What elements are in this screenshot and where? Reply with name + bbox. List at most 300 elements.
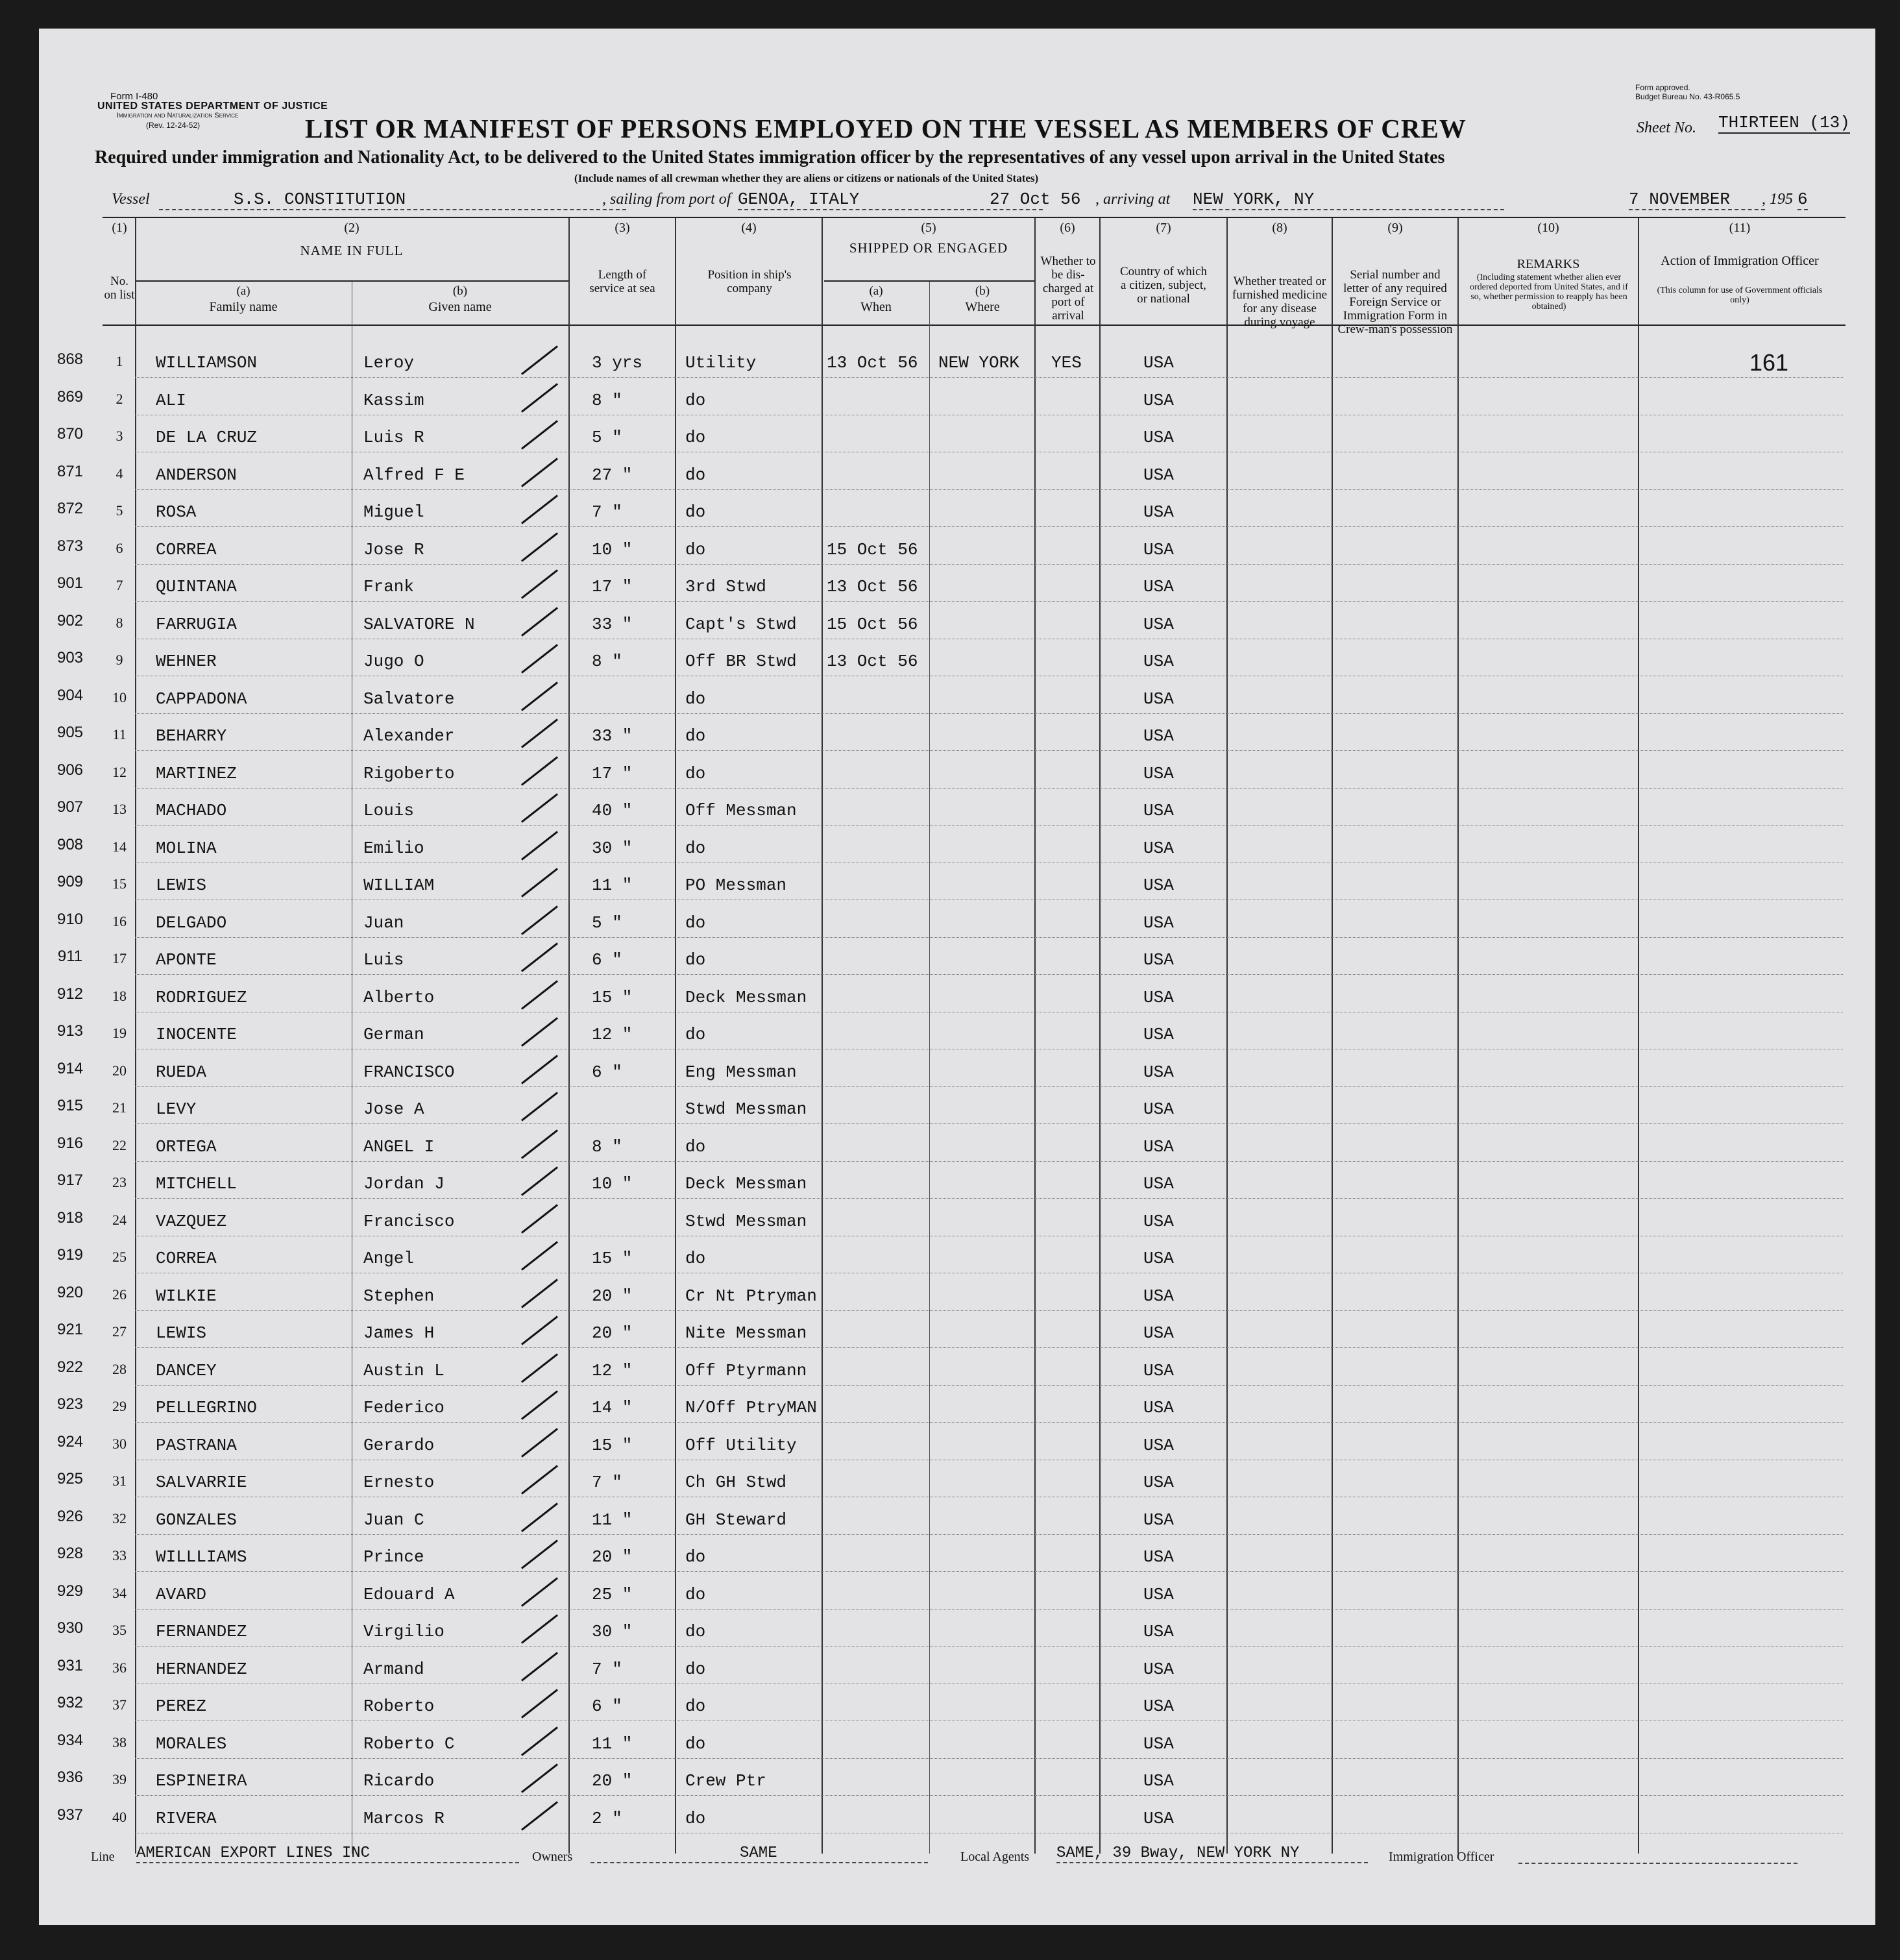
service-length: 15 " xyxy=(592,1249,633,1268)
page-subtitle: Required under immigration and Nationality Act, to be delivered to the United States immigration officer by the representatives of any vessel upon arrival in the United States xyxy=(95,147,1445,167)
position: do xyxy=(685,465,706,485)
family-name: VAZQUEZ xyxy=(156,1211,227,1231)
country: USA xyxy=(1143,950,1174,970)
row-line xyxy=(135,1384,1843,1386)
row-stamp-number: 909 xyxy=(56,873,84,890)
row-stamp-number: 868 xyxy=(56,350,84,368)
given-name: Ricardo xyxy=(363,1771,435,1791)
check-mark xyxy=(521,383,558,412)
sailing-port: GENOA, ITALY xyxy=(738,190,1043,210)
col-2b-header: Given name xyxy=(428,300,492,314)
service-length: 11 " xyxy=(592,1510,633,1530)
row-line xyxy=(135,1123,1843,1124)
row-number: 4 xyxy=(116,465,123,482)
position: do xyxy=(685,1136,706,1157)
row-number: 32 xyxy=(112,1510,127,1526)
given-name: Louis xyxy=(363,801,415,820)
check-mark xyxy=(521,1614,558,1643)
row-line xyxy=(135,563,1843,565)
line-value: AMERICAN EXPORT LINES INC xyxy=(136,1844,519,1863)
position: do xyxy=(685,428,706,447)
family-name: BEHARRY xyxy=(156,726,227,746)
family-name: INOCENTE xyxy=(156,1025,237,1044)
row-line xyxy=(135,937,1843,938)
given-name: Luis R xyxy=(363,428,424,447)
row-line xyxy=(135,1832,1843,1833)
given-name: Leroy xyxy=(363,353,415,373)
service-length: 3 yrs xyxy=(592,353,643,373)
service-length: 20 " xyxy=(592,1771,633,1791)
check-mark xyxy=(521,644,558,673)
country: USA xyxy=(1143,726,1174,746)
col-2b-number: (b) xyxy=(452,284,468,298)
shipped-where: NEW YORK xyxy=(938,353,1019,373)
given-name: Ernesto xyxy=(363,1473,435,1492)
country: USA xyxy=(1143,614,1174,634)
row-line xyxy=(135,1683,1843,1684)
check-mark xyxy=(521,420,558,449)
check-mark xyxy=(521,1652,558,1681)
row-number: 8 xyxy=(116,614,123,631)
row-line xyxy=(135,862,1843,863)
given-name: Jugo O xyxy=(363,652,424,671)
given-name: Francisco xyxy=(363,1211,455,1231)
family-name: FERNANDEZ xyxy=(156,1622,247,1641)
position: do xyxy=(685,1584,706,1604)
country: USA xyxy=(1143,577,1174,596)
row-number: 37 xyxy=(112,1697,127,1713)
check-mark xyxy=(521,793,558,822)
row-line xyxy=(135,376,1843,378)
country: USA xyxy=(1143,1473,1174,1492)
given-name: WILLIAM xyxy=(363,876,435,895)
row-number: 12 xyxy=(112,763,127,780)
service-length: 6 " xyxy=(592,950,622,970)
country: USA xyxy=(1143,1622,1174,1641)
given-name: Prince xyxy=(363,1547,424,1567)
given-name: Jordan J xyxy=(363,1174,445,1194)
col-11-header: Action of Immigration Officer xyxy=(1661,254,1819,268)
form-approved: Form approved. xyxy=(1635,83,1690,92)
given-name: Frank xyxy=(363,577,415,596)
given-name: Marcos R xyxy=(363,1808,445,1828)
position: Stwd Messman xyxy=(685,1099,807,1119)
position: Capt's Stwd xyxy=(685,614,797,634)
col-8-header: Whether treated or furnished medicine for any disease during voyage xyxy=(1232,275,1328,329)
service-length: 14 " xyxy=(592,1398,633,1417)
officer-signature-line xyxy=(1518,1861,1797,1864)
given-name: Federico xyxy=(363,1398,445,1417)
family-name: QUINTANA xyxy=(156,577,237,596)
sheet-number: THIRTEEN (13) xyxy=(1718,113,1850,132)
family-name: ALI xyxy=(156,390,186,410)
row-line xyxy=(135,414,1843,415)
row-line xyxy=(135,1086,1843,1087)
row-number: 22 xyxy=(112,1136,127,1153)
row-line xyxy=(135,750,1843,751)
row-stamp-number: 929 xyxy=(56,1582,84,1600)
position: do xyxy=(685,950,706,970)
position: do xyxy=(685,1808,706,1828)
family-name: GONZALES xyxy=(156,1510,237,1530)
position: Deck Messman xyxy=(685,987,807,1007)
position: do xyxy=(685,726,706,746)
row-line xyxy=(135,1011,1843,1012)
given-name: Salvatore xyxy=(363,689,455,709)
country: USA xyxy=(1143,801,1174,820)
row-number: 28 xyxy=(112,1360,127,1377)
check-mark xyxy=(521,1539,558,1569)
row-number: 15 xyxy=(112,876,127,892)
position: Off BR Stwd xyxy=(685,652,797,671)
row-line xyxy=(135,1459,1843,1460)
row-line xyxy=(135,451,1843,452)
row-line xyxy=(135,1048,1843,1049)
given-name: Edouard A xyxy=(363,1584,455,1604)
country: USA xyxy=(1143,465,1174,485)
row-line xyxy=(135,1608,1843,1610)
row-line xyxy=(135,1645,1843,1647)
row-line xyxy=(135,1347,1843,1348)
row-stamp-number: 930 xyxy=(56,1619,84,1637)
service-length: 17 " xyxy=(592,577,633,596)
vessel-name: S.S. CONSTITUTION xyxy=(159,190,626,210)
row-line xyxy=(135,1496,1843,1497)
row-number: 18 xyxy=(112,987,127,1004)
check-mark xyxy=(521,1241,558,1270)
row-stamp-number: 919 xyxy=(56,1246,84,1264)
service-length: 11 " xyxy=(592,1733,633,1754)
family-name: APONTE xyxy=(156,950,217,970)
row-number: 17 xyxy=(112,950,127,966)
row-number: 36 xyxy=(112,1659,127,1676)
check-mark xyxy=(521,1316,558,1345)
country: USA xyxy=(1143,1323,1174,1343)
row-stamp-number: 918 xyxy=(56,1208,84,1227)
check-mark xyxy=(521,1017,558,1046)
officer-label: Immigration Officer xyxy=(1389,1850,1494,1864)
sheet-label: Sheet No. xyxy=(1637,119,1696,136)
col-3-number: (3) xyxy=(615,221,630,235)
country: USA xyxy=(1143,1510,1174,1530)
position: do xyxy=(685,1025,706,1044)
position: do xyxy=(685,502,706,522)
row-number: 21 xyxy=(112,1099,127,1116)
country: USA xyxy=(1143,1249,1174,1268)
position: do xyxy=(685,1249,706,1268)
position: 3rd Stwd xyxy=(685,577,766,596)
position: GH Steward xyxy=(685,1510,787,1530)
row-stamp-number: 870 xyxy=(56,425,84,443)
row-stamp-number: 906 xyxy=(56,761,84,779)
check-mark xyxy=(521,1279,558,1308)
row-line xyxy=(135,824,1843,826)
family-name: AVARD xyxy=(156,1584,207,1604)
position: Off Ptyrmann xyxy=(685,1360,807,1380)
check-mark xyxy=(521,718,558,748)
check-mark xyxy=(521,1577,558,1606)
given-name: Angel xyxy=(363,1249,415,1268)
family-name: MACHADO xyxy=(156,801,227,820)
col-1-header: No. on list xyxy=(104,275,135,302)
position: do xyxy=(685,1697,706,1716)
position: do xyxy=(685,689,706,709)
family-name: DELGADO xyxy=(156,913,227,933)
row-number: 9 xyxy=(116,652,123,668)
row-stamp-number: 916 xyxy=(56,1134,84,1152)
row-line xyxy=(135,1235,1843,1236)
given-name: Juan xyxy=(363,913,404,933)
country: USA xyxy=(1143,652,1174,671)
given-name: Kassim xyxy=(363,390,424,410)
row-number: 30 xyxy=(112,1435,127,1452)
service-length: 15 " xyxy=(592,987,633,1007)
country: USA xyxy=(1143,838,1174,858)
check-mark xyxy=(521,1204,558,1233)
col-1-number: (1) xyxy=(112,221,127,235)
given-name: Alexander xyxy=(363,726,455,746)
given-name: Roberto xyxy=(363,1697,435,1716)
row-number: 24 xyxy=(112,1211,127,1228)
row-stamp-number: 872 xyxy=(56,500,84,517)
family-name: RUEDA xyxy=(156,1062,207,1082)
row-line xyxy=(135,1197,1843,1199)
row-line xyxy=(135,1272,1843,1273)
service-length: 6 " xyxy=(592,1697,622,1716)
arrival-date: 7 NOVEMBER xyxy=(1629,190,1765,210)
country: USA xyxy=(1143,390,1174,410)
position: Crew Ptr xyxy=(685,1771,766,1791)
country: USA xyxy=(1143,502,1174,522)
col-4-header: Position in ship's company xyxy=(707,268,792,295)
row-stamp-number: 910 xyxy=(56,910,84,928)
check-mark xyxy=(521,532,558,561)
row-stamp-number: 869 xyxy=(56,387,84,406)
agents-label: Local Agents xyxy=(960,1850,1030,1864)
check-mark xyxy=(521,1689,558,1718)
service-length: 33 " xyxy=(592,726,633,746)
row-stamp-number: 903 xyxy=(56,649,84,667)
service-length: 8 " xyxy=(592,1136,622,1157)
year-prefix: , 195 xyxy=(1762,191,1793,208)
check-mark xyxy=(521,1428,558,1457)
service-length: 25 " xyxy=(592,1584,633,1604)
col-10-number: (10) xyxy=(1537,221,1559,235)
position: PO Messman xyxy=(685,876,787,895)
country: USA xyxy=(1143,1547,1174,1567)
country: USA xyxy=(1143,353,1174,373)
row-stamp-number: 924 xyxy=(56,1432,84,1451)
row-line xyxy=(135,600,1843,602)
year-digit: 6 xyxy=(1797,190,1808,209)
country: USA xyxy=(1143,689,1174,709)
family-name: WEHNER xyxy=(156,652,217,671)
row-number: 23 xyxy=(112,1174,127,1190)
shipped-when: 13 Oct 56 xyxy=(827,353,918,373)
family-name: ORTEGA xyxy=(156,1136,217,1157)
service-length: 20 " xyxy=(592,1323,633,1343)
family-name: CORREA xyxy=(156,539,217,559)
line-label: Line xyxy=(91,1850,115,1864)
position: Stwd Messman xyxy=(685,1211,807,1231)
family-name: DE LA CRUZ xyxy=(156,428,258,447)
check-mark xyxy=(521,1763,558,1793)
family-name: LEWIS xyxy=(156,876,207,895)
col-2a-number: (a) xyxy=(236,284,250,298)
position: do xyxy=(685,1622,706,1641)
col-4-number: (4) xyxy=(741,221,757,235)
row-number: 39 xyxy=(112,1771,127,1787)
country: USA xyxy=(1143,1808,1174,1828)
check-mark xyxy=(521,831,558,860)
row-number: 20 xyxy=(112,1062,127,1079)
row-number: 38 xyxy=(112,1733,127,1750)
position: Cr Nt Ptryman xyxy=(685,1286,817,1306)
row-number: 6 xyxy=(116,539,123,556)
family-name: WILKIE xyxy=(156,1286,217,1306)
col-2-number: (2) xyxy=(344,221,359,235)
owners-value: SAME xyxy=(591,1844,928,1863)
position: Off Messman xyxy=(685,801,797,820)
service-length: 12 " xyxy=(592,1025,633,1044)
row-line xyxy=(135,899,1843,900)
family-name: MITCHELL xyxy=(156,1174,237,1194)
check-mark xyxy=(521,1465,558,1494)
row-stamp-number: 871 xyxy=(56,462,84,480)
col-6-number: (6) xyxy=(1060,221,1075,235)
country: USA xyxy=(1143,1584,1174,1604)
col-7-number: (7) xyxy=(1156,221,1171,235)
position: Deck Messman xyxy=(685,1174,807,1194)
given-name: James H xyxy=(363,1323,435,1343)
service-length: 20 " xyxy=(592,1547,633,1567)
country: USA xyxy=(1143,428,1174,447)
family-name: WILLIAMSON xyxy=(156,353,258,373)
service-length: 27 " xyxy=(592,465,633,485)
position: do xyxy=(685,1659,706,1679)
service-length: 7 " xyxy=(592,502,622,522)
shipped-when: 13 Oct 56 xyxy=(827,577,918,596)
service-length: 17 " xyxy=(592,763,633,783)
family-name: LEWIS xyxy=(156,1323,207,1343)
col-5b-number: (b) xyxy=(975,284,990,298)
country: USA xyxy=(1143,913,1174,933)
row-stamp-number: 914 xyxy=(56,1059,84,1077)
check-mark xyxy=(521,1390,558,1419)
row-stamp-number: 921 xyxy=(56,1321,84,1338)
service-length: 5 " xyxy=(592,428,622,447)
check-mark xyxy=(521,942,558,972)
given-name: Jose R xyxy=(363,539,424,559)
shipped-when: 15 Oct 56 xyxy=(827,614,918,634)
position: Nite Messman xyxy=(685,1323,807,1343)
row-line xyxy=(135,1571,1843,1572)
position: do xyxy=(685,838,706,858)
row-stamp-number: 925 xyxy=(56,1470,84,1488)
position: Eng Messman xyxy=(685,1062,797,1082)
row-stamp-number: 901 xyxy=(56,574,84,592)
check-mark xyxy=(521,458,558,487)
service-length: 8 " xyxy=(592,652,622,671)
check-mark xyxy=(521,607,558,636)
position: do xyxy=(685,1733,706,1754)
family-name: RIVERA xyxy=(156,1808,217,1828)
row-number: 7 xyxy=(116,577,123,593)
family-name: DANCEY xyxy=(156,1360,217,1380)
position: Off Utility xyxy=(685,1435,797,1455)
country: USA xyxy=(1143,1286,1174,1306)
service-length: 5 " xyxy=(592,913,622,933)
given-name: Juan C xyxy=(363,1510,424,1530)
col-2a-header: Family name xyxy=(209,300,278,314)
col-5a-number: (a) xyxy=(869,284,883,298)
country: USA xyxy=(1143,1136,1174,1157)
given-name: Alfred F E xyxy=(363,465,465,485)
col-2-header: NAME IN FULL xyxy=(300,243,404,258)
family-name: CAPPADONA xyxy=(156,689,247,709)
row-stamp-number: 908 xyxy=(56,835,84,853)
given-name: German xyxy=(363,1025,424,1044)
given-name: Stephen xyxy=(363,1286,435,1306)
row-stamp-number: 932 xyxy=(56,1694,84,1711)
check-mark xyxy=(521,345,558,374)
discharged: YES xyxy=(1051,353,1082,373)
sailing-label: , sailing from port of xyxy=(602,191,731,208)
position: Ch GH Stwd xyxy=(685,1473,787,1492)
family-name: RODRIGUEZ xyxy=(156,987,247,1007)
check-mark xyxy=(521,1801,558,1830)
country: USA xyxy=(1143,1771,1174,1791)
row-stamp-number: 934 xyxy=(56,1731,84,1749)
row-stamp-number: 937 xyxy=(56,1806,84,1824)
row-number: 35 xyxy=(112,1622,127,1638)
row-number: 14 xyxy=(112,838,127,855)
page-note: (Include names of all crewman whether they are aliens or citizens or nationals of the United States) xyxy=(574,172,1039,184)
revision: (Rev. 12-24-52) xyxy=(146,121,201,130)
row-number: 2 xyxy=(116,390,123,407)
family-name: PELLEGRINO xyxy=(156,1398,258,1417)
check-mark xyxy=(521,1092,558,1121)
row-line xyxy=(135,526,1843,527)
row-stamp-number: 928 xyxy=(56,1545,84,1562)
check-mark xyxy=(521,569,558,598)
position: Utility xyxy=(685,353,757,373)
country: USA xyxy=(1143,539,1174,559)
row-line xyxy=(135,638,1843,639)
row-line xyxy=(135,974,1843,975)
budget-bureau: Budget Bureau No. 43-R065.5 xyxy=(1635,92,1740,101)
shipped-when: 15 Oct 56 xyxy=(827,539,918,559)
manifest-sheet xyxy=(39,29,1875,1925)
given-name: Miguel xyxy=(363,502,424,522)
check-mark xyxy=(521,495,558,524)
row-number: 3 xyxy=(116,428,123,444)
page-title: LIST OR MANIFEST OF PERSONS EMPLOYED ON THE VESSEL AS MEMBERS OF CREW xyxy=(305,114,1467,143)
row-stamp-number: 905 xyxy=(56,724,84,741)
row-number: 25 xyxy=(112,1249,127,1265)
family-name: PEREZ xyxy=(156,1697,207,1716)
owners-label: Owners xyxy=(532,1850,573,1864)
service-length: 6 " xyxy=(592,1062,622,1082)
family-name: ROSA xyxy=(156,502,197,522)
check-mark xyxy=(521,868,558,897)
position: N/Off PtryMAN xyxy=(685,1398,817,1417)
family-name: HERNANDEZ xyxy=(156,1659,247,1679)
given-name: Jose A xyxy=(363,1099,424,1119)
vessel-label: Vessel xyxy=(112,191,150,208)
check-mark xyxy=(521,681,558,711)
row-number: 34 xyxy=(112,1584,127,1601)
